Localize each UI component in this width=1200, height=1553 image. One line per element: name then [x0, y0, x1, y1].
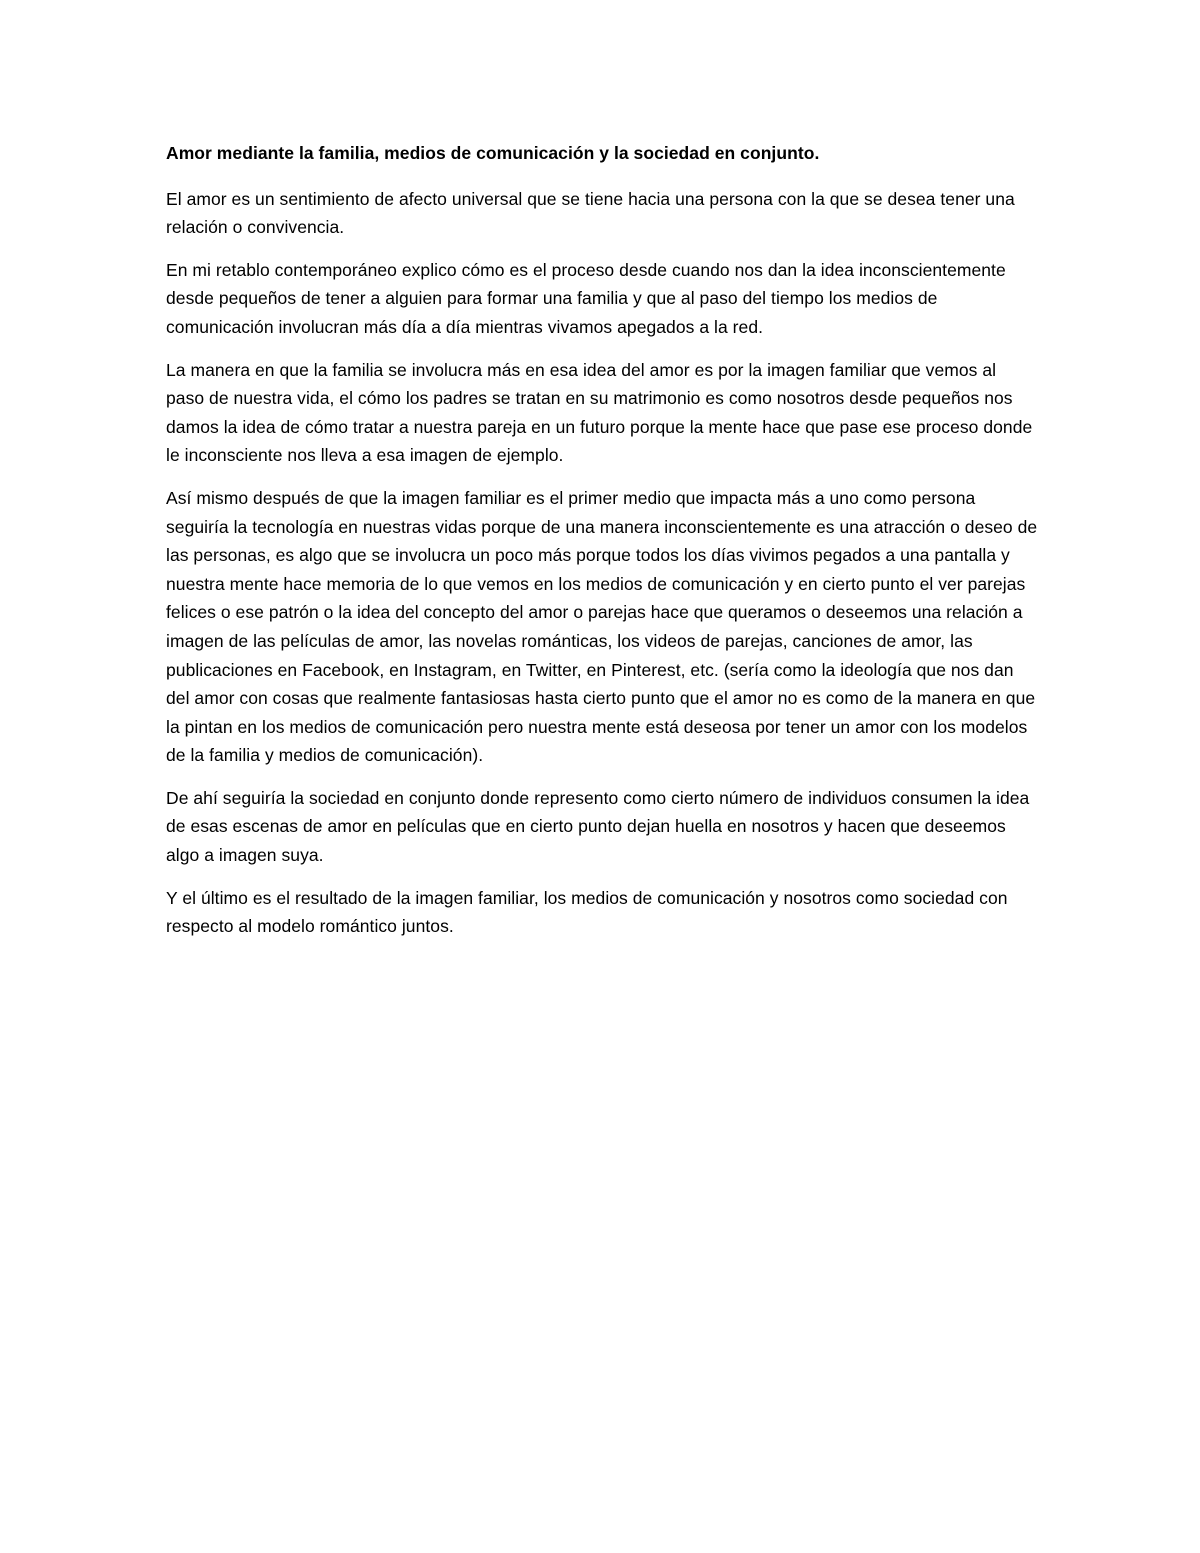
paragraph-retablo: En mi retablo contemporáneo explico cómo es el proceso desde cuando nos dan la idea inconscientemente desde pequeños de tener a alguien para formar una familia y que al paso del tiempo los medios de comunicación involucran más día a día mientras vivamos apegados a la red. — [166, 259, 1006, 337]
paragraph-definition: El amor es un sentimiento de afecto universal que se tiene hacia una persona con la que se desea tener una relación o convivencia. — [166, 188, 1015, 238]
paragraph-family: La manera en que la familia se involucra más en esa idea del amor es por la imagen familiar que vemos al paso de nuestra vida, el cómo los padres se tratan en su matrimonio es como nosotros desde pequeños nos damos la idea de cómo tratar a nuestra pareja en un futuro porque la mente hace que pase ese proceso donde le inconsciente nos lleva a esa imagen de ejemplo. — [166, 359, 1033, 466]
document-body — [166, 139, 1038, 955]
paragraph-society: De ahí seguiría la sociedad en conjunto donde represento como cierto número de individuos consumen la idea de esas escenas de amor en películas que en cierto punto dejan huella en nosotros y hacen que deseemos algo a imagen suya. — [166, 787, 1030, 866]
paragraph-conclusion: Y el último es el resultado de la imagen familiar, los medios de comunicación y nosotros como sociedad con respecto al modelo romántico juntos. — [166, 887, 1008, 937]
paragraph-media: Así mismo después de que la imagen familiar es el primer medio que impacta más a uno como persona seguiría la tecnología en nuestras vidas porque de una manera inconscientemente es una atracción o deseo de las personas, es algo que se involucra un poco más porque todos los días vivimos pegados a una pantalla y nuestra mente hace memoria de lo que vemos en los medios de comunicación y en cierto punto el ver parejas felices o ese patrón o la idea del concepto del amor o parejas hace que queramos o deseemos una relación a imagen de las películas de amor, las novelas románticas, los videos de parejas, canciones de amor, las publicaciones en Facebook, en Instagram, en Twitter, en Pinterest, etc. (sería como la ideología que nos dan del amor con cosas que realmente fantasiosas hasta cierto punto que el amor no es como de la manera en que la pintan en los medios de comunicación pero nuestra mente está deseosa por tener un amor con los modelos de la familia y medios de comunicación). — [166, 487, 1038, 766]
document-title: Amor mediante la familia, medios de comunicación y la sociedad en conjunto. — [166, 143, 820, 163]
